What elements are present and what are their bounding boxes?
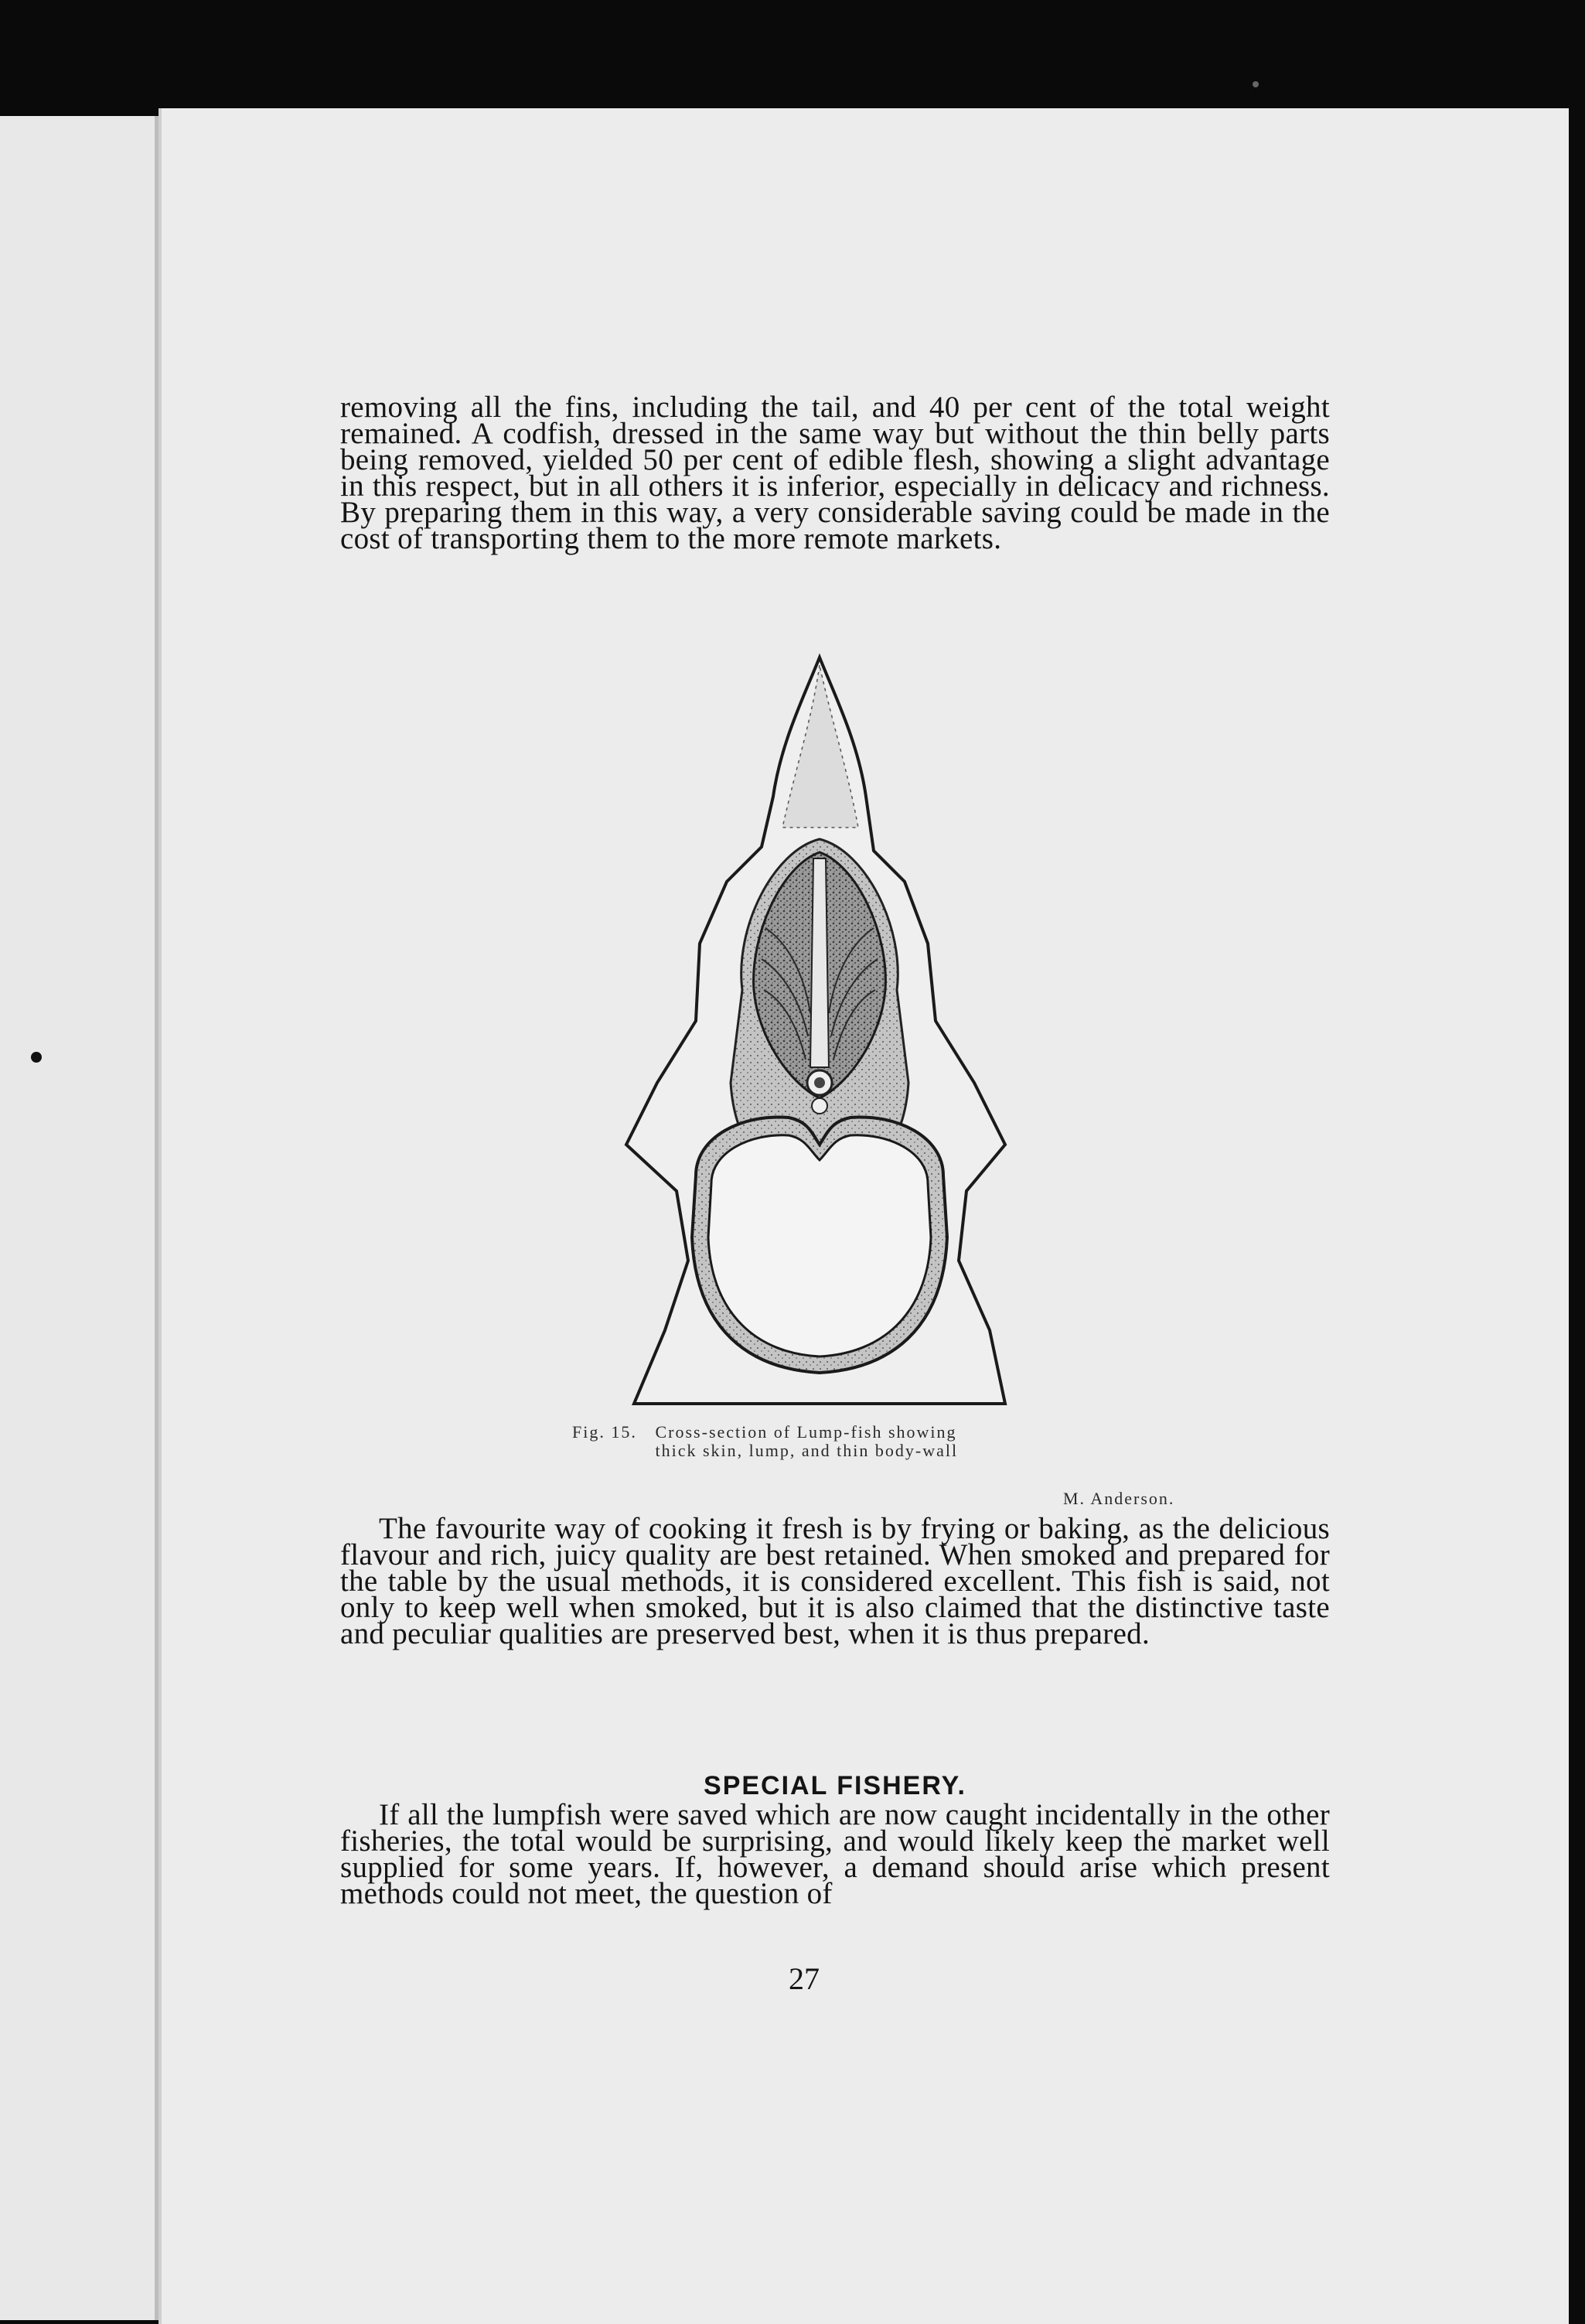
paragraph-1: removing all the fins, including the tail, and 40 per cent of the total weight remained. A codfish, dressed in the same way but without the thin belly parts being removed, yielded 50 per cent of edible flesh, showing a slight advantage in this respect, but in all others it is inferior, especially in delicacy and richness. By preparing them in this way, a very considerable saving could be made in the cost of transporting them to the more remote markets.: [340, 391, 1330, 555]
lumpfish-cross-section-figure: [603, 650, 1036, 1415]
previous-page-edge: [0, 116, 159, 2320]
section-heading: SPECIAL FISHERY.: [704, 1771, 966, 1800]
paragraph-2: The favourite way of cooking it fresh is by frying or baking, as the delicious flavour and rich, juicy quality are best retained. When smoked and prepared for the table by the usual methods, it is considered excellent. This fish is said, not only to keep well when smoked, but it is also claimed that the distinctive taste and peculiar qualities are preserved best, when it is thus prepared.: [340, 1512, 1330, 1650]
figure-caption: [572, 1423, 1036, 1460]
page-number: 27: [789, 1961, 820, 1996]
dust-speck: [1253, 81, 1259, 87]
paragraph-3: If all the lumpfish were saved which are now caught incidentally in the other fisheries, the total would be surprising, and would likely keep the market well supplied for some years. If, however, a demand should arise which present methods could not meet, the question of: [340, 1798, 1330, 1910]
figure-credit: M. Anderson.: [1063, 1489, 1175, 1508]
figure-label: Fig. 15.: [572, 1422, 637, 1442]
figure-caption-text: Cross-section of Lump-fish showing thick skin, lump, and thin body-wall: [655, 1422, 959, 1460]
dust-speck: [31, 1052, 42, 1063]
